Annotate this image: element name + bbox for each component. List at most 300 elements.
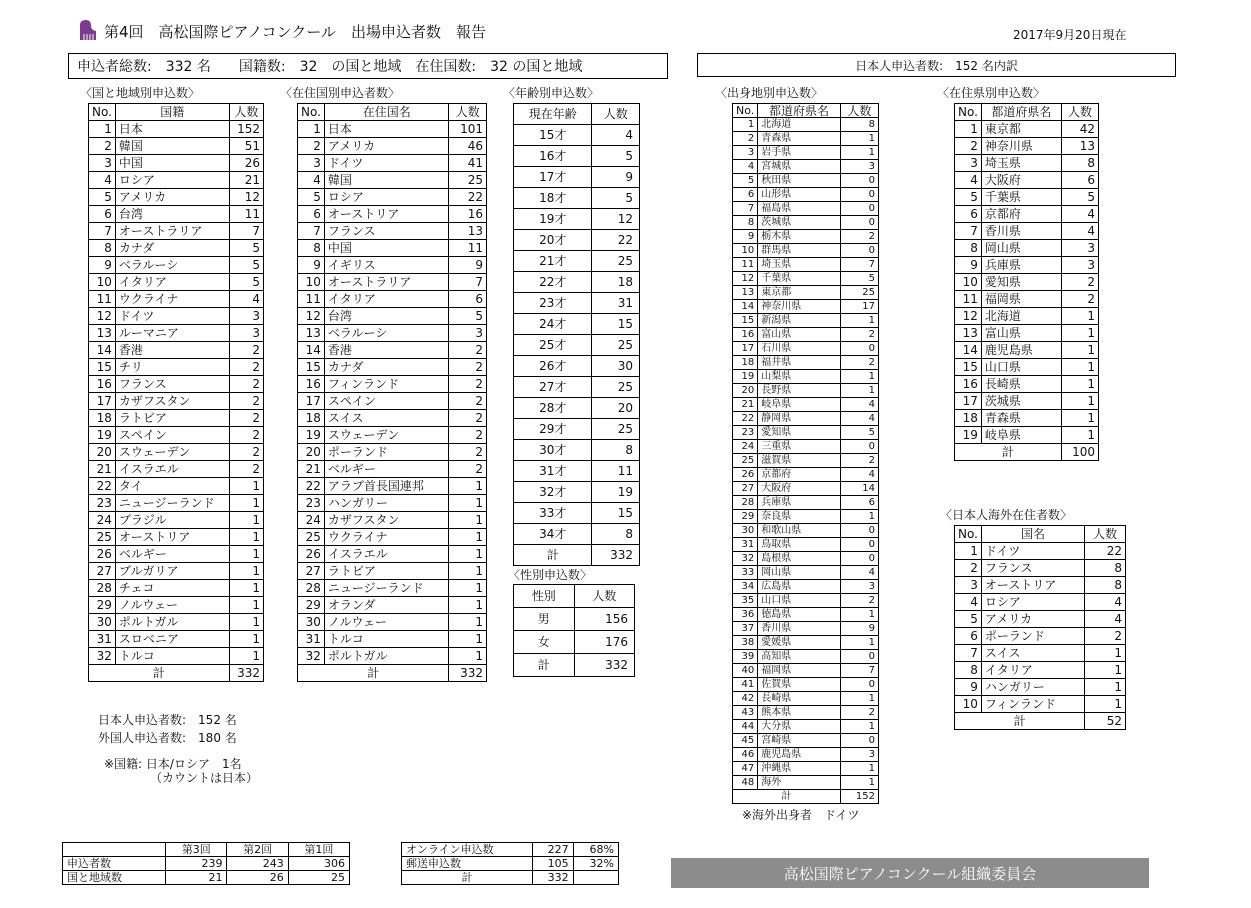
table-row	[89, 172, 264, 189]
table-row	[298, 121, 487, 138]
overseas-origin-note: ※海外出身者 ドイツ	[742, 808, 860, 822]
table-row	[298, 648, 487, 665]
row-no: 14	[955, 342, 982, 359]
row-count: 4	[1085, 594, 1126, 611]
table-row	[514, 631, 635, 654]
row-no: 2	[955, 138, 982, 155]
table-row	[733, 328, 879, 342]
row-name: アメリカ	[981, 611, 1084, 628]
row-name: スペイン	[324, 393, 449, 410]
row-no: 1	[89, 121, 116, 138]
row-count: 2	[229, 410, 263, 427]
table-row	[955, 342, 1099, 359]
age-heading: 〈年齢別申込数〉	[503, 86, 600, 100]
history-table	[62, 842, 350, 885]
row-name: 大阪府	[981, 172, 1061, 189]
row-count: 0	[840, 216, 878, 230]
row-no: 1	[955, 543, 982, 560]
row-name: 愛知県	[981, 274, 1061, 291]
row-no: 11	[733, 258, 758, 272]
row-no: 11	[89, 291, 116, 308]
row-count: 1	[229, 529, 263, 546]
history-value: 306	[288, 857, 349, 871]
row-label: 20才	[514, 230, 592, 251]
row-no: 37	[733, 622, 758, 636]
row-no: 6	[955, 628, 982, 645]
row-name: 山口県	[981, 359, 1061, 376]
col-count: 人数	[229, 104, 263, 121]
row-name: 福島県	[758, 202, 841, 216]
row-count: 1	[840, 370, 878, 384]
row-count: 22	[449, 189, 487, 206]
row-count: 0	[840, 678, 878, 692]
row-no: 22	[733, 412, 758, 426]
method-row	[402, 871, 619, 885]
table-row	[89, 563, 264, 580]
row-count: 1	[840, 720, 878, 734]
row-no: 17	[89, 393, 116, 410]
table-row	[298, 206, 487, 223]
row-no: 20	[733, 384, 758, 398]
row-name: 香港	[115, 342, 229, 359]
total-label: 計	[733, 790, 841, 804]
row-name: 岐阜県	[981, 427, 1061, 444]
row-no: 28	[733, 496, 758, 510]
row-count: 2	[229, 359, 263, 376]
table-row	[733, 552, 879, 566]
history-header: 第3回	[166, 843, 227, 857]
row-name: 大阪府	[758, 482, 841, 496]
row-name: カザフスタン	[115, 393, 229, 410]
dual-nationality-note: ※国籍: 日本/ロシア 1名	[104, 757, 242, 771]
row-name: アラブ首長国連邦	[324, 478, 449, 495]
row-count: 2	[449, 393, 487, 410]
row-no: 3	[298, 155, 325, 172]
row-no: 2	[298, 138, 325, 155]
row-count: 2	[449, 342, 487, 359]
row-no: 35	[733, 594, 758, 608]
row-count: 1	[1085, 662, 1126, 679]
row-no: 8	[298, 240, 325, 257]
table-row	[733, 580, 879, 594]
table-row	[733, 118, 879, 132]
row-no: 44	[733, 720, 758, 734]
row-count: 1	[449, 546, 487, 563]
row-name: イタリア	[324, 291, 449, 308]
col-name: 都道府県名	[981, 104, 1061, 121]
row-name: 広島県	[758, 580, 841, 594]
row-no: 26	[733, 468, 758, 482]
row-no: 6	[733, 188, 758, 202]
row-no: 7	[733, 202, 758, 216]
table-row	[733, 384, 879, 398]
row-count: 4	[840, 412, 878, 426]
row-count: 15	[592, 503, 640, 524]
row-count: 1	[840, 692, 878, 706]
row-count: 101	[449, 121, 487, 138]
row-no: 4	[298, 172, 325, 189]
table-row	[733, 230, 879, 244]
row-no: 27	[298, 563, 325, 580]
col-name: 国籍	[115, 104, 229, 121]
table-row	[733, 510, 879, 524]
row-count: 1	[1061, 342, 1098, 359]
table-row	[514, 377, 640, 398]
row-count: 1	[1061, 359, 1098, 376]
row-count: 6	[449, 291, 487, 308]
row-no: 29	[298, 597, 325, 614]
row-no: 8	[733, 216, 758, 230]
row-name: 神奈川県	[981, 138, 1061, 155]
row-no: 29	[733, 510, 758, 524]
row-count: 4	[592, 125, 640, 146]
row-count: 1	[449, 478, 487, 495]
row-count: 25	[449, 172, 487, 189]
row-count: 2	[840, 454, 878, 468]
table-row	[89, 342, 264, 359]
row-count: 2	[229, 427, 263, 444]
row-name: ハンガリー	[324, 495, 449, 512]
row-no: 13	[733, 286, 758, 300]
table-row	[298, 155, 487, 172]
row-count: 1	[229, 563, 263, 580]
table-row	[955, 594, 1126, 611]
row-no: 8	[955, 662, 982, 679]
row-no: 19	[955, 427, 982, 444]
table-row	[89, 580, 264, 597]
row-no: 7	[89, 223, 116, 240]
row-count: 9	[592, 167, 640, 188]
row-no: 15	[955, 359, 982, 376]
row-name: ラトビア	[324, 563, 449, 580]
row-name: ドイツ	[115, 308, 229, 325]
table-row	[955, 121, 1099, 138]
row-count: 156	[574, 608, 635, 631]
row-name: 新潟県	[758, 314, 841, 328]
table-row	[733, 398, 879, 412]
row-name: 茨城県	[758, 216, 841, 230]
row-no: 24	[733, 440, 758, 454]
table-row	[955, 427, 1099, 444]
row-no: 38	[733, 636, 758, 650]
row-no: 11	[955, 291, 982, 308]
table-row	[89, 291, 264, 308]
row-name: ポーランド	[324, 444, 449, 461]
row-no: 24	[89, 512, 116, 529]
table-row	[955, 325, 1099, 342]
row-count: 2	[229, 393, 263, 410]
row-name: 台湾	[324, 308, 449, 325]
table-row	[298, 478, 487, 495]
row-no: 28	[89, 580, 116, 597]
row-label: 30才	[514, 440, 592, 461]
row-no: 3	[955, 155, 982, 172]
table-row	[298, 189, 487, 206]
history-label: 国と地域数	[63, 871, 166, 885]
row-count: 2	[840, 328, 878, 342]
table-row	[514, 209, 640, 230]
row-no: 5	[89, 189, 116, 206]
row-label: 19才	[514, 209, 592, 230]
row-count: 1	[229, 631, 263, 648]
table-row	[298, 257, 487, 274]
row-name: トルコ	[115, 648, 229, 665]
col-no: No.	[955, 526, 982, 543]
row-count: 5	[840, 272, 878, 286]
row-count: 6	[1061, 172, 1098, 189]
table-row	[955, 189, 1099, 206]
row-name: 日本	[324, 121, 449, 138]
row-name: ニュージーランド	[324, 580, 449, 597]
row-count: 2	[449, 427, 487, 444]
table-row	[733, 468, 879, 482]
table-row	[955, 577, 1126, 594]
row-no: 16	[955, 376, 982, 393]
row-name: 熊本県	[758, 706, 841, 720]
row-name: 和歌山県	[758, 524, 841, 538]
row-count: 0	[840, 440, 878, 454]
row-no: 25	[89, 529, 116, 546]
row-count: 1	[1085, 645, 1126, 662]
row-no: 14	[298, 342, 325, 359]
table-row	[298, 325, 487, 342]
table-row	[514, 440, 640, 461]
row-no: 10	[733, 244, 758, 258]
row-count: 1	[840, 636, 878, 650]
table-row	[733, 748, 879, 762]
table-row	[955, 662, 1126, 679]
row-no: 43	[733, 706, 758, 720]
row-name: 埼玉県	[981, 155, 1061, 172]
table-row	[733, 146, 879, 160]
row-no: 42	[733, 692, 758, 706]
row-count: 25	[592, 251, 640, 272]
row-no: 4	[955, 594, 982, 611]
table-row	[733, 300, 879, 314]
row-count: 2	[229, 342, 263, 359]
table-row	[733, 538, 879, 552]
total-value: 332	[574, 654, 635, 677]
table-row	[89, 597, 264, 614]
row-name: ベラルーシ	[324, 325, 449, 342]
table-row	[514, 314, 640, 335]
table-row	[514, 398, 640, 419]
row-count: 1	[1061, 410, 1098, 427]
row-name: 京都府	[758, 468, 841, 482]
row-count: 1	[449, 580, 487, 597]
row-name: 愛媛県	[758, 636, 841, 650]
row-name: 鳥取県	[758, 538, 841, 552]
row-no: 24	[298, 512, 325, 529]
row-label: 18才	[514, 188, 592, 209]
table-row	[89, 376, 264, 393]
row-name: 奈良県	[758, 510, 841, 524]
table-row	[89, 393, 264, 410]
row-name: オーストリア	[324, 206, 449, 223]
row-name: 韓国	[115, 138, 229, 155]
row-count: 12	[592, 209, 640, 230]
row-no: 16	[89, 376, 116, 393]
row-no: 28	[298, 580, 325, 597]
row-name: スペイン	[115, 427, 229, 444]
row-count: 2	[1061, 274, 1098, 291]
row-name: ウクライナ	[324, 529, 449, 546]
row-name: 山形県	[758, 188, 841, 202]
japanese-count-note: 日本人申込者数: 152 名	[98, 713, 237, 727]
row-count: 2	[840, 230, 878, 244]
row-no: 18	[298, 410, 325, 427]
table-row	[733, 776, 879, 790]
table-row	[955, 155, 1099, 172]
history-value: 25	[288, 871, 349, 885]
row-no: 11	[298, 291, 325, 308]
row-count: 4	[1061, 206, 1098, 223]
row-name: スウェーデン	[115, 444, 229, 461]
row-count: 0	[840, 650, 878, 664]
table-row	[298, 461, 487, 478]
nationality-heading: 〈国と地域別申込数〉	[80, 86, 201, 100]
row-no: 5	[955, 189, 982, 206]
row-no: 23	[89, 495, 116, 512]
table-row	[955, 645, 1126, 662]
row-no: 14	[89, 342, 116, 359]
history-header-row	[63, 843, 350, 857]
table-row	[298, 393, 487, 410]
row-name: ロシア	[981, 594, 1084, 611]
row-name: 香川県	[758, 622, 841, 636]
table-row	[733, 762, 879, 776]
total-row	[89, 665, 264, 682]
history-header: 第1回	[288, 843, 349, 857]
row-no: 9	[298, 257, 325, 274]
row-count: 5	[592, 146, 640, 167]
method-row	[402, 843, 619, 857]
row-no: 1	[733, 118, 758, 132]
table-row	[89, 461, 264, 478]
row-no: 39	[733, 650, 758, 664]
row-name: 山梨県	[758, 370, 841, 384]
table-row	[733, 636, 879, 650]
table-row	[89, 614, 264, 631]
row-name: ベルギー	[324, 461, 449, 478]
row-no: 18	[955, 410, 982, 427]
row-count: 41	[449, 155, 487, 172]
row-count: 7	[449, 274, 487, 291]
row-label: 31才	[514, 461, 592, 482]
row-name: 長崎県	[758, 692, 841, 706]
table-row	[733, 426, 879, 440]
table-row	[298, 359, 487, 376]
row-name: 長野県	[758, 384, 841, 398]
row-name: 北海道	[981, 308, 1061, 325]
table-row	[89, 495, 264, 512]
residence-heading: 〈在住国別申込者数〉	[280, 86, 401, 100]
row-count: 1	[1085, 696, 1126, 713]
table-row	[89, 325, 264, 342]
row-no: 16	[298, 376, 325, 393]
row-no: 33	[733, 566, 758, 580]
row-name: 山口県	[758, 594, 841, 608]
col-count: 人数	[574, 585, 635, 608]
row-count: 2	[449, 359, 487, 376]
row-name: 青森県	[758, 132, 841, 146]
row-name: 滋賀県	[758, 454, 841, 468]
table-row	[298, 291, 487, 308]
row-name: カザフスタン	[324, 512, 449, 529]
row-count: 30	[592, 356, 640, 377]
method-count: 332	[533, 871, 574, 885]
table-row	[514, 482, 640, 503]
row-no: 23	[733, 426, 758, 440]
row-no: 2	[955, 560, 982, 577]
row-count: 1	[840, 146, 878, 160]
row-no: 21	[733, 398, 758, 412]
row-no: 13	[298, 325, 325, 342]
total-label: 計	[514, 654, 575, 677]
row-name: トルコ	[324, 631, 449, 648]
row-count: 1	[229, 648, 263, 665]
row-name: 中国	[324, 240, 449, 257]
col-age: 現在年齢	[514, 104, 592, 125]
row-name: 佐賀県	[758, 678, 841, 692]
row-count: 0	[840, 174, 878, 188]
row-name: 千葉県	[981, 189, 1061, 206]
row-label: 26才	[514, 356, 592, 377]
row-count: 2	[229, 444, 263, 461]
table-row	[733, 734, 879, 748]
row-count: 1	[449, 597, 487, 614]
row-no: 7	[955, 223, 982, 240]
row-name: ノルウェー	[115, 597, 229, 614]
row-count: 1	[1061, 308, 1098, 325]
row-count: 1	[1061, 325, 1098, 342]
row-count: 4	[229, 291, 263, 308]
row-name: フランス	[115, 376, 229, 393]
row-no: 10	[955, 696, 982, 713]
row-count: 22	[592, 230, 640, 251]
row-count: 1	[449, 563, 487, 580]
row-name: 沖縄県	[758, 762, 841, 776]
table-row	[733, 566, 879, 580]
row-name: フィンランド	[324, 376, 449, 393]
piano-logo-icon	[78, 19, 98, 41]
row-name: 東京都	[981, 121, 1061, 138]
row-no: 2	[733, 132, 758, 146]
row-no: 12	[733, 272, 758, 286]
table-row	[955, 257, 1099, 274]
table-row	[89, 121, 264, 138]
report-date: 2017年9月20日現在	[1013, 28, 1127, 42]
method-percent: 68%	[573, 843, 618, 857]
total-value: 52	[1085, 713, 1126, 730]
row-name: ブルガリア	[115, 563, 229, 580]
row-count: 0	[840, 538, 878, 552]
table-row	[514, 230, 640, 251]
history-row	[63, 857, 350, 871]
col-count: 人数	[449, 104, 487, 121]
total-value: 332	[592, 545, 640, 566]
row-no: 15	[733, 314, 758, 328]
row-name: スイス	[324, 410, 449, 427]
row-count: 11	[449, 240, 487, 257]
row-count: 1	[840, 314, 878, 328]
row-no: 12	[298, 308, 325, 325]
row-no: 1	[298, 121, 325, 138]
table-row	[298, 546, 487, 563]
row-count: 1	[1085, 679, 1126, 696]
row-count: 3	[840, 748, 878, 762]
row-name: 東京都	[758, 286, 841, 300]
